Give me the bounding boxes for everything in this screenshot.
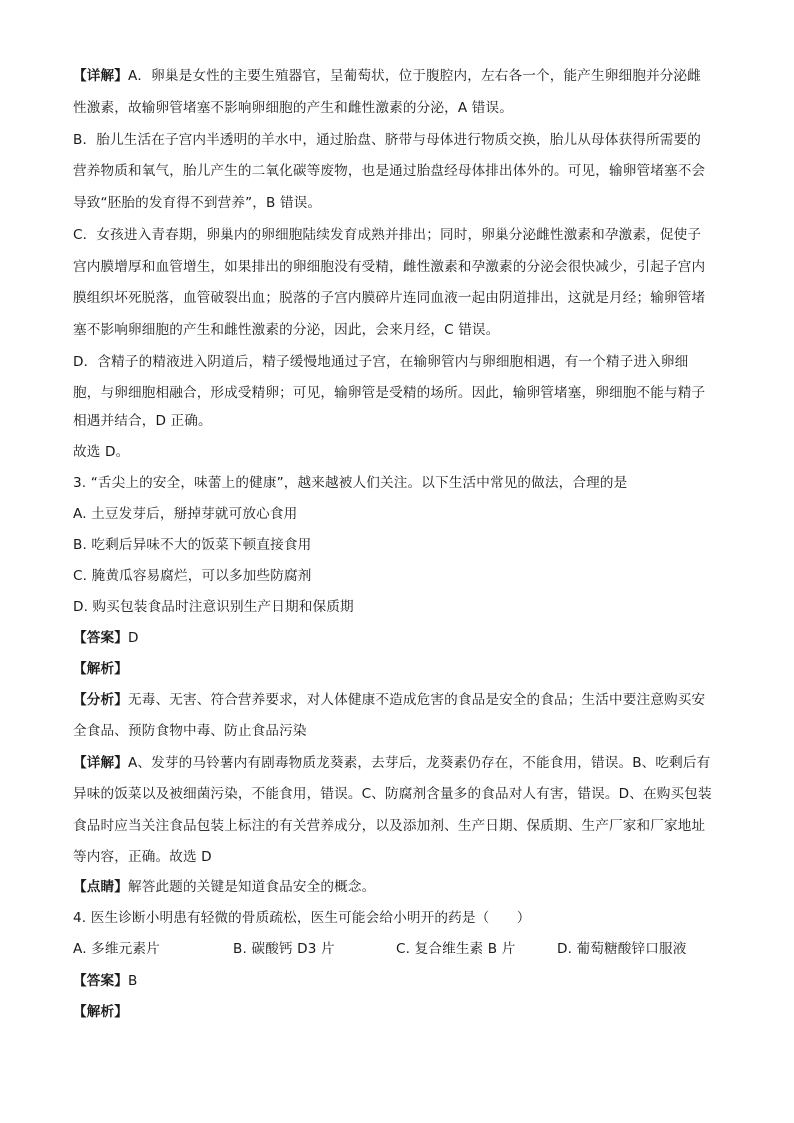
text-line	[73, 412, 733, 430]
line-text: A. 土豆发芽后，掰掉芽就可放心食用	[73, 506, 298, 522]
text-line	[73, 67, 733, 85]
text-line	[73, 754, 733, 772]
line-text: 膜组织坏死脱落，血管破裂出血；脱落的子宫内膜碎片连同血液一起由阴道排出，这就是月经；输卵管堵	[73, 290, 706, 306]
line-text: 食品时应当关注食品包装上标注的有关营养成分，以及添加剂、生产日期、保质期、生产厂家和厂家地址	[73, 818, 706, 834]
text-line	[73, 289, 733, 307]
line-text: A．卵巢是女性的主要生殖器官，呈葡萄状，位于腹腔内，左右各一个，能产生卵细胞并分泌雌	[127, 68, 701, 84]
text-line	[73, 505, 733, 523]
text-line	[73, 972, 733, 990]
option-a: A. 多维元素片	[73, 941, 160, 957]
section-label: 【详解】	[73, 755, 128, 771]
line-text: 4. 医生诊断小明患有轻微的骨质疏松，医生可能会给小明开的药是（ ）	[73, 910, 531, 926]
text-line	[73, 99, 733, 117]
section-label: 【详解】	[73, 68, 128, 84]
line-text: 解答此题的关键是知道食品安全的概念。	[127, 879, 376, 895]
line-text: 宫内膜增厚和血管增生，如果排出的卵细胞没有受精，雌性激素和孕激素的分泌会很快减少，引起子宫内	[73, 259, 706, 275]
text-line	[73, 691, 733, 709]
section-label: 【解析】	[73, 661, 128, 677]
line-text: 性激素，故输卵管堵塞不影响卵细胞的产生和雌性激素的分泌，A 错误。	[73, 100, 513, 116]
text-line	[73, 474, 733, 492]
section-label: 【解析】	[73, 1004, 128, 1020]
text-line	[73, 258, 733, 276]
text-line	[73, 321, 733, 339]
text-line	[73, 1003, 733, 1021]
line-text: D. 购买包装食品时注意识别生产日期和保质期	[73, 599, 354, 615]
line-text: 相遇并结合，D 正确。	[73, 413, 212, 429]
line-text: C．女孩进入青春期，卵巢内的卵细胞陆续发育成熟并排出；同时，卵巢分泌雌性激素和孕激素，促使子	[73, 227, 702, 243]
text-line	[73, 878, 733, 896]
question-4-options	[73, 940, 733, 960]
text-line	[73, 848, 733, 866]
line-text: 全食品、预防食物中毒、防止食品污染	[73, 723, 307, 739]
text-line	[73, 536, 733, 554]
text-line	[73, 722, 733, 740]
text-line	[73, 131, 733, 149]
text-line	[73, 909, 733, 927]
line-text: B．胎儿生活在子宫内半透明的羊水中，通过胎盘、脐带与母体进行物质交换，胎儿从母体获得所需要的	[73, 132, 701, 148]
line-text: B. 吃剩后异味不大的饭菜下顿直接食用	[73, 537, 312, 553]
option-c: C. 复合维生素 B 片	[396, 941, 516, 957]
section-label: 【分析】	[73, 692, 128, 708]
line-text: 3. “舌尖上的安全，味蕾上的健康”，越来越被人们关注。以下生活中常见的做法，合理的是	[73, 475, 628, 491]
text-line	[73, 162, 733, 180]
text-line	[73, 629, 733, 647]
line-text: 故选 D。	[73, 444, 130, 460]
text-line	[73, 785, 733, 803]
text-line	[73, 353, 733, 371]
line-text: A、发芽的马铃薯内有剧毒物质龙葵素，去芽后，龙葵素仍存在，不能食用，错误。B、吃剩后有	[127, 755, 711, 771]
line-text: 无毒、无害、符合营养要求，对人体健康不造成危害的食品是安全的食品；生活中要注意购买安	[127, 692, 706, 708]
line-text: D．含精子的精液进入阴道后，精子缓慢地通过子宫，在输卵管内与卵细胞相遇，有一个精子进入卵细	[73, 354, 689, 370]
section-label: 【答案】	[73, 973, 128, 989]
line-text: 导致“胚胎的发育得不到营养”，B 错误。	[73, 195, 322, 211]
section-label: 【点睛】	[73, 879, 128, 895]
text-line	[73, 443, 733, 461]
text-line	[73, 384, 733, 402]
text-line	[73, 660, 733, 678]
line-text: 塞不影响卵细胞的产生和雌性激素的分泌，因此，会来月经，C 错误。	[73, 322, 500, 338]
line-text: C. 腌黄瓜容易腐烂，可以多加些防腐剂	[73, 568, 312, 584]
line-text: 营养物质和氧气，胎儿产生的二氧化碳等废物，也是通过胎盘经母体排出体外的。可见，输卵管堵塞不会	[73, 163, 706, 179]
line-text: 等内容，正确。故选 D	[73, 849, 212, 865]
option-d: D. 葡萄糖酸锌口服液	[557, 941, 687, 957]
option-b: B. 碳酸钙 D3 片	[233, 941, 335, 957]
text-line	[73, 817, 733, 835]
line-text: 异味的饭菜以及被细菌污染，不能食用，错误。C、防腐剂含量多的食品对人有害，错误。D、在购买包装	[73, 786, 712, 802]
line-text: 胞，与卵细胞相融合，形成受精卵；可见，输卵管是受精的场所。因此，输卵管堵塞，卵细胞不能与精子	[73, 385, 706, 401]
text-line	[73, 194, 733, 212]
text-line	[73, 598, 733, 616]
line-text: B	[127, 973, 138, 989]
section-label: 【答案】	[73, 630, 128, 646]
line-text: D	[127, 630, 139, 646]
text-line	[73, 226, 733, 244]
text-line	[73, 567, 733, 585]
